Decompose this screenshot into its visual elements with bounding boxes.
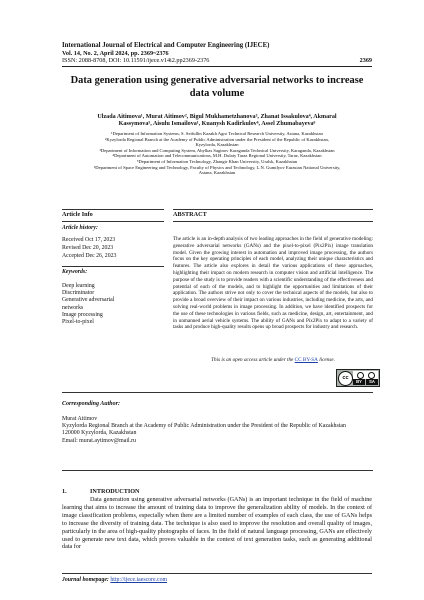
affiliation-list <box>62 131 372 176</box>
affiliation: ¹Department of Information Systems, S. Seifullin Kazakh Agro Technical Research University, Astana, Kazakhstan <box>111 131 323 136</box>
keywords-label: Keywords: <box>62 269 88 275</box>
corresponding-top-rule <box>62 392 373 393</box>
article-info-rule <box>62 221 164 222</box>
keyword: Image processing <box>62 311 103 318</box>
keyword-list <box>62 283 114 326</box>
introduction-paragraph: Data generation using generative adversarial networks (GANs) is an important technique in the field of machine learning that aims to increase the amount of training data to improve the generalization ability of models. In the context of image classification problems, especially when there are a limited number of examples of each class, the use of GANs helps to increase the diversity of training data. The technique is also used to improve the resolution and overall quality of images, particularly in the area of high-quality photographs of faces. In the field of natural language processing, GANs are effectively used to generate new text data, which proves valuable in the context of text generation tasks, such as generating additional data for <box>62 497 372 551</box>
footer-rule <box>62 573 372 574</box>
keyword: Pixel-to-pixel <box>62 319 94 326</box>
paper-title: Data generation using generative adversarial networks to increase data volume <box>70 75 364 99</box>
by-label: BY <box>353 379 365 385</box>
cc-icon: cc <box>338 371 353 386</box>
header-rule <box>62 66 372 67</box>
keyword: Deep learning <box>62 283 95 289</box>
open-access-suffix: license. <box>319 357 335 363</box>
page-number: 2369 <box>359 57 372 64</box>
affiliation: ²Kyzylorda Regional Branch at the Academy of Public Administration under the President of the Republic of Kazakhstan, <box>105 136 329 142</box>
affiliation: ⁴Department of Automation and Telecommunications, M.H. Dulaty Taraz Regional University, Taraz, Kazakhstan <box>112 153 322 159</box>
homepage-label: Journal homepage: <box>62 577 109 583</box>
journal-name: International Journal of Electrical and Computer Engineering (IJECE) <box>62 42 270 49</box>
corresponding-name: Murat Aitimov <box>62 416 98 422</box>
corresponding-bottom-rule <box>62 470 373 471</box>
cc-by-sa-license-badge[interactable] <box>336 369 380 387</box>
article-info-top-rule <box>62 209 164 210</box>
corresponding-heading: Corresponding Author: <box>62 401 120 407</box>
corresponding-address: 120000 Kyzylorda, Kazakhstan <box>62 430 137 437</box>
sa-label: SA <box>366 379 378 385</box>
corresponding-details <box>62 416 372 445</box>
homepage-link[interactable]: http://ijece.iaescore.com <box>110 577 167 583</box>
revised-date: Revised Dec 20, 2023 <box>62 245 114 251</box>
license-symbols <box>353 371 378 379</box>
abstract-top-rule <box>173 209 373 210</box>
journal-volume: Vol. 14, No. 2, April 2024, pp. 2369~2376 <box>62 50 169 57</box>
abstract-text: The article is an in-depth analysis of two leading approaches in the field of generative modeling: generative adversarial networks (GANs) and the pixel-to-pixel (Pix2Pix) image translation model. Given the growing interest in automation and improved image processing, the authors focus on the key operating principles of each model, analyzing their unique characteristics and features. The article also explores in detail the various applications of these approaches, highlighting their impact on modern research in computer vision and artificial intelligence. The purpose of the study is to provide readers with a scientific understanding of the effectiveness and potential of each of the models, and to highlight the opportunities and limitations of their application. The authors strive not only to cover the technical aspects of the models, but also to provide a broad overview of their impact on various industries, including medicine, the arts, and solving real-world problems in image processing. In addition, we have identified prospects for the use of these technologies in various fields, such as medicine, design, art, entertainment, and in unmanned aerial vehicle systems. The ability of GANs and Pix2Pix to adapt to a variety of tasks and produce high-quality results opens up broad prospects for industry and research. <box>173 236 373 331</box>
open-access-note <box>173 357 373 363</box>
affiliation: ⁵Department of Information Technology, Zhangir Khan University, Uralsk, Kazakhstan <box>136 158 298 164</box>
keyword: networks <box>62 304 84 311</box>
affiliation: Astana, Kazakhstan <box>198 170 236 176</box>
received-date: Received Oct 17, 2023 <box>62 237 116 243</box>
journal-homepage <box>62 577 167 583</box>
journal-issn: ISSN: 2088-8708, DOI: 10.11591/ijece.v14i2.pp2369-2376 <box>62 57 210 64</box>
introduction-text <box>62 497 372 552</box>
affiliation: ⁶Department of Space Engineering and Technology, Faculty of Physics and Technology, L.N. Gumilyov Eurasian National University, <box>93 164 341 170</box>
accepted-date: Accepted Dec 26, 2023 <box>62 253 117 259</box>
authors-line-1: Ulzada Aitimova¹, Murat Aitimov², Bigul Mukhametzhanova³, Zhanat Issakulova⁴, Akmaral <box>97 114 337 120</box>
keyword: Discriminator <box>62 290 95 297</box>
affiliation: Kyzylorda, Kazakhstan <box>195 142 239 148</box>
share-alike-icon <box>368 372 375 379</box>
author-list <box>68 114 366 128</box>
introduction-heading: INTRODUCTION <box>90 488 140 495</box>
article-history-label: Article history: <box>62 225 98 231</box>
article-info-heading: Article Info <box>62 211 93 218</box>
abstract-heading: ABSTRACT <box>173 211 207 218</box>
by-person-icon <box>357 372 364 379</box>
affiliation: ³Department of Information and Computing System, Abylkas Saginov Karaganda Technical University, Karaganda, Kazakhstan <box>99 147 335 153</box>
corresponding-email: Email: murat.aytimov@mail.ru <box>62 437 136 444</box>
introduction-number: 1. <box>62 488 67 495</box>
abstract-rule <box>173 221 373 222</box>
open-access-prefix: This is an open access article under the <box>211 357 294 363</box>
corresponding-affiliation: Kyzylorda Regional Branch at the Academy of Public Administration under the President of the Republic of Kazakhstan <box>62 423 346 430</box>
authors-line-2: Kassymova⁵, Aisulu Ismailova¹, Kuanysh Kadirkulov⁶, Assel Zhumabayeva⁶ <box>118 121 316 128</box>
keyword: Generative adversarial <box>62 297 115 304</box>
license-link[interactable]: CC BY-SA <box>294 357 318 363</box>
keywords-rule <box>62 266 164 267</box>
